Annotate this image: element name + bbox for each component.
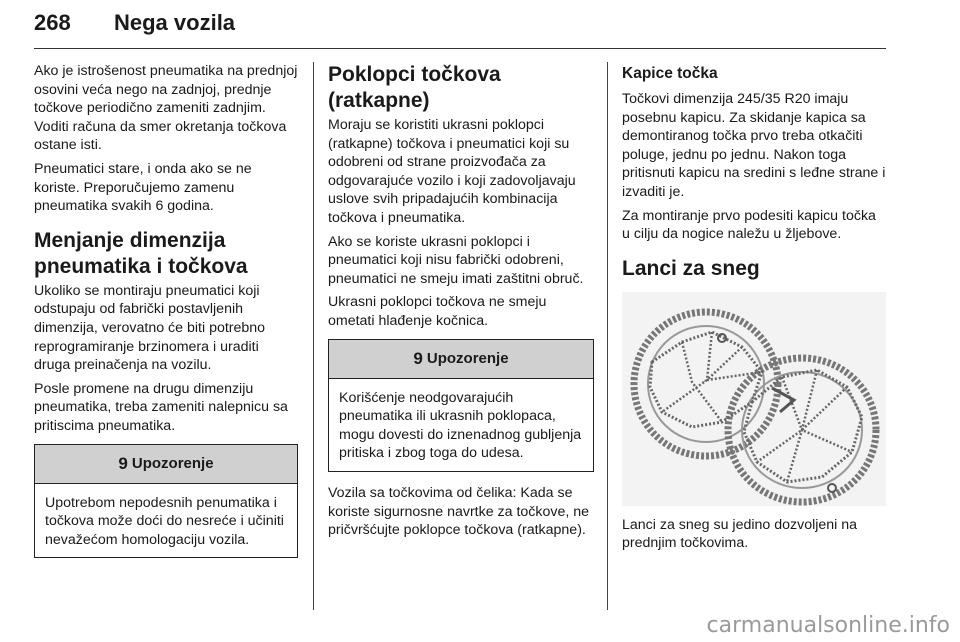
paragraph-chains-front: Lanci za sneg su jedino dozvoljeni na prednjim točkovima. [622,516,858,552]
paragraph-brake-cooling: Ukrasni poklopci točkova ne smeju ometati hlađenje kočnica. [328,294,547,329]
warning-title: Upozorenje [131,455,214,472]
snow-chains-illustration [622,292,886,506]
warning-box-covers [328,339,594,472]
header-divider [34,48,886,49]
warning-icon: 9 [413,348,423,368]
column-divider-2 [607,62,608,610]
paragraph-tire-wear: Ako je istrošenost pneumatika na prednjoj osovini veća nego na zadnjoj, prednje točkove periodično zameniti zadnjim. Voditi računa da smer okretanja točkova ostane isti. [34,63,298,154]
paragraph-covers-approved: Moraju se koristiti ukrasni poklopci (ratkapne) točkova i pneumatici koji su odobreni od strane proizvođača za odgovarajuće vozilo i koji zadovoljavaju uslove svih pripadajućih kombinacija točkova i pneumatika. [328,117,576,226]
heading-snow-chains: Lanci za sneg [622,256,760,280]
heading-wheel-caps: Kapice točka [622,65,718,82]
paragraph-pressure-label: Posle promene na drugu dimenziju pneumatika, treba zameniti nalepnicu sa pritiscima pneumatika. [34,380,288,434]
warning-box-tires [34,444,298,559]
heading-wheel-covers: Poklopci točkova (ratkapne) [328,63,501,112]
warning-header [329,340,593,379]
column-divider-1 [313,62,314,610]
warning-body [35,484,297,558]
paragraph-cap-mounting: Za montiranje prvo podesiti kapicu točka u cilju da nogice naležu u žljebove. [622,207,876,243]
heading-tire-dimensions: Menjanje dimenzija pneumatika i točkova [34,228,248,278]
page-number: 268 [34,10,71,35]
paragraph-covers-unapproved: Ako se koriste ukrasni poklopci i pneumatici koji nisu fabrički odobreni, pneumatici ne smeju imati zaštitni obruč. [328,233,584,287]
warning-title: Upozorenje [426,350,509,368]
warning-icon: 9 [118,453,128,473]
warning-header [35,445,297,484]
warning-body [329,379,593,471]
page-header [34,10,886,50]
column-1 [34,62,298,558]
warning-text: Korišćenje neodgovarajućih pneumatika ili ukrasnih poklopaca, mogu dovesti do iznenadnog gubljenja pritiska i zbog toga do udesa. [339,389,582,462]
paragraph-tire-age: Pneumatici stare, i onda ako se ne koriste. Preporučujemo zamenu pneumatika svakih 6 godina. [34,160,252,215]
paragraph-dimension-change: Ukoliko se montiraju pneumatici koji odstupaju od fabrički postavljenih dimenzija, verovatno će biti potrebno reprogramiranje brzinomera i uraditi druga preinačenja na vozilu. [34,282,266,374]
paragraph-steel-wheels: Vozila sa točkovima od čelika: Kada se koriste sigurnosne navrtke za točkove, ne pričvršćujte poklopce točkova (ratkapne). [328,484,590,539]
column-3 [622,62,886,558]
watermark: carmanualsonline.info [706,613,950,638]
chapter-title: Nega vozila [114,10,236,35]
column-2 [328,62,594,545]
warning-text: Upotrebom nepodesnih penumatika i točkova može doći do nesreće i učiniti nevažećom homologaciju vozila. [45,494,284,548]
paragraph-cap-removal: Točkovi dimenzija 245/35 R20 imaju posebnu kapicu. Za skidanje kapica sa demontiranog točka prvo treba otkačiti poluge, jednu po jednu. Nakon toga pritisnuti kapicu na sredini s leđne strane i izvaditi je. [622,91,886,200]
